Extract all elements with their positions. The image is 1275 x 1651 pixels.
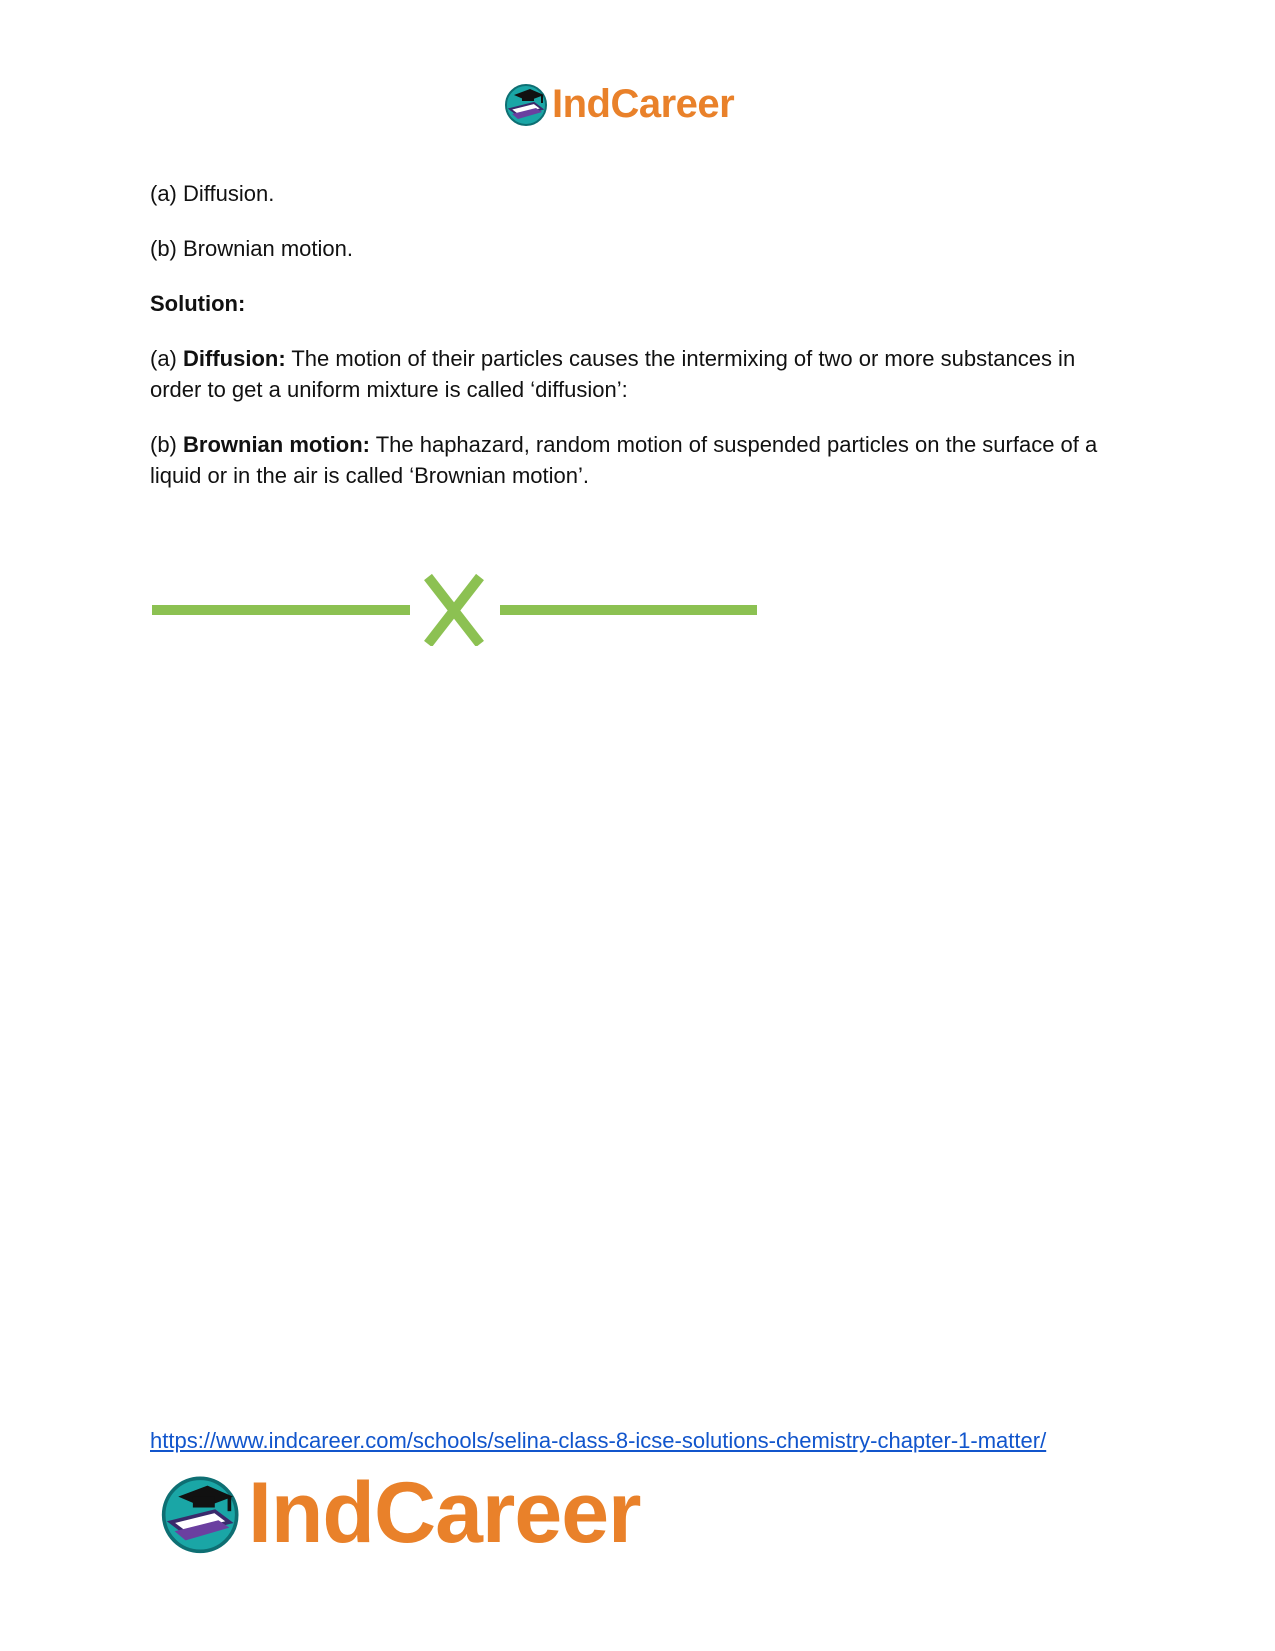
graduation-cap-globe-books-icon [160,1471,244,1555]
answer-b-term: Brownian motion: [183,432,370,457]
question-option-b: (b) Brownian motion. [150,236,353,261]
cross-divider-icon [150,566,760,646]
answer-a-text: The motion of their particles causes the intermixing of two or more substances in order to get a uniform mixture is called ‘diffusion’: [150,346,1076,402]
answer-b-prefix: (b) [150,432,183,457]
footer-logo [160,1465,641,1561]
answer-b [150,429,1130,491]
logo-wordmark: IndCareer [552,82,735,126]
answer-a [150,343,1130,405]
answer-a-term: Diffusion: [183,346,286,371]
header-logo [504,80,734,128]
logo-wordmark: IndCareer [248,1465,641,1561]
answer-b-text: The haphazard, random motion of suspended particles on the surface of a liquid or in the air is called ‘Brownian motion’. [150,432,1098,488]
document-body [150,178,1130,515]
solution-heading: Solution: [150,291,246,316]
graduation-cap-globe-books-icon [504,81,550,127]
answer-a-prefix: (a) [150,346,183,371]
source-link[interactable]: https://www.indcareer.com/schools/selina-class-8-icse-solutions-chemistry-chapter-1-matter/ [150,1428,1047,1453]
question-option-a: (a) Diffusion. [150,181,275,206]
